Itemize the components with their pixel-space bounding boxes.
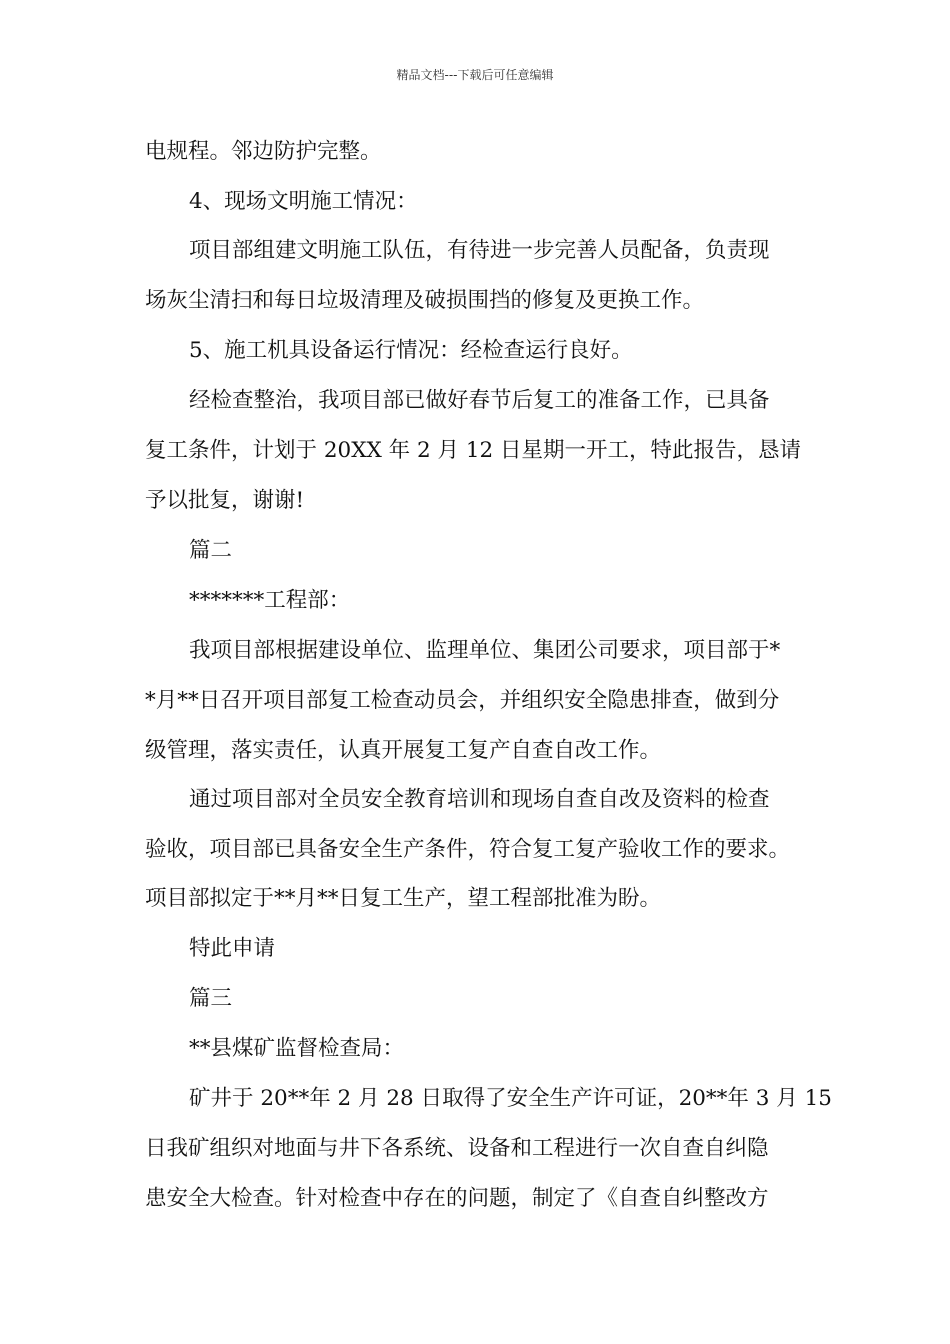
body-line: 矿井于 20**年 2 月 28 日取得了安全生产许可证，20**年 3 月 15 — [189, 1086, 832, 1111]
body-line: 验收，项目部已具备安全生产条件，符合复工复产验收工作的要求。 — [145, 837, 791, 862]
body-line: 5、施工机具设备运行情况：经检查运行良好。 — [189, 338, 633, 363]
body-line: 4、现场文明施工情况： — [189, 189, 418, 214]
body-line: 通过项目部对全员安全教育培训和现场自查自改及资料的检查 — [189, 787, 770, 812]
body-line: 场灰尘清扫和每日垃圾清理及破损围挡的修复及更换工作。 — [145, 288, 705, 313]
body-line: 电规程。邻边防护完整。 — [145, 139, 382, 164]
section-heading: 篇二 — [189, 538, 233, 563]
salutation: **县煤矿监督检查局： — [189, 1036, 405, 1061]
body-line: 复工条件，计划于 20XX 年 2 月 12 日星期一开工，特此报告，恳请 — [145, 438, 802, 463]
body-line: 项目部组建文明施工队伍，有待进一步完善人员配备，负责现 — [189, 238, 770, 263]
salutation: *******工程部： — [189, 588, 351, 613]
page-header: 精品文档---下载后可任意编辑 — [396, 68, 554, 82]
body-line: 项目部拟定于**月**日复工生产，望工程部批准为盼。 — [145, 886, 662, 911]
body-line: 经检查整治，我项目部已做好春节后复工的准备工作，已具备 — [189, 388, 770, 413]
body-line: 级管理，落实责任，认真开展复工复产自查自改工作。 — [145, 738, 662, 763]
body-line: 患安全大检查。针对检查中存在的问题，制定了《自查自纠整改方 — [145, 1186, 769, 1211]
body-line: 我项目部根据建设单位、监理单位、集团公司要求，项目部于* — [189, 638, 781, 663]
body-line: *月**日召开项目部复工检查动员会，并组织安全隐患排查，做到分 — [145, 688, 780, 713]
closing: 特此申请 — [189, 936, 276, 961]
body-line: 予以批复，谢谢! — [145, 488, 305, 513]
section-heading: 篇三 — [189, 986, 233, 1011]
body-line: 日我矿组织对地面与井下各系统、设备和工程进行一次自查自纠隐 — [145, 1136, 769, 1161]
